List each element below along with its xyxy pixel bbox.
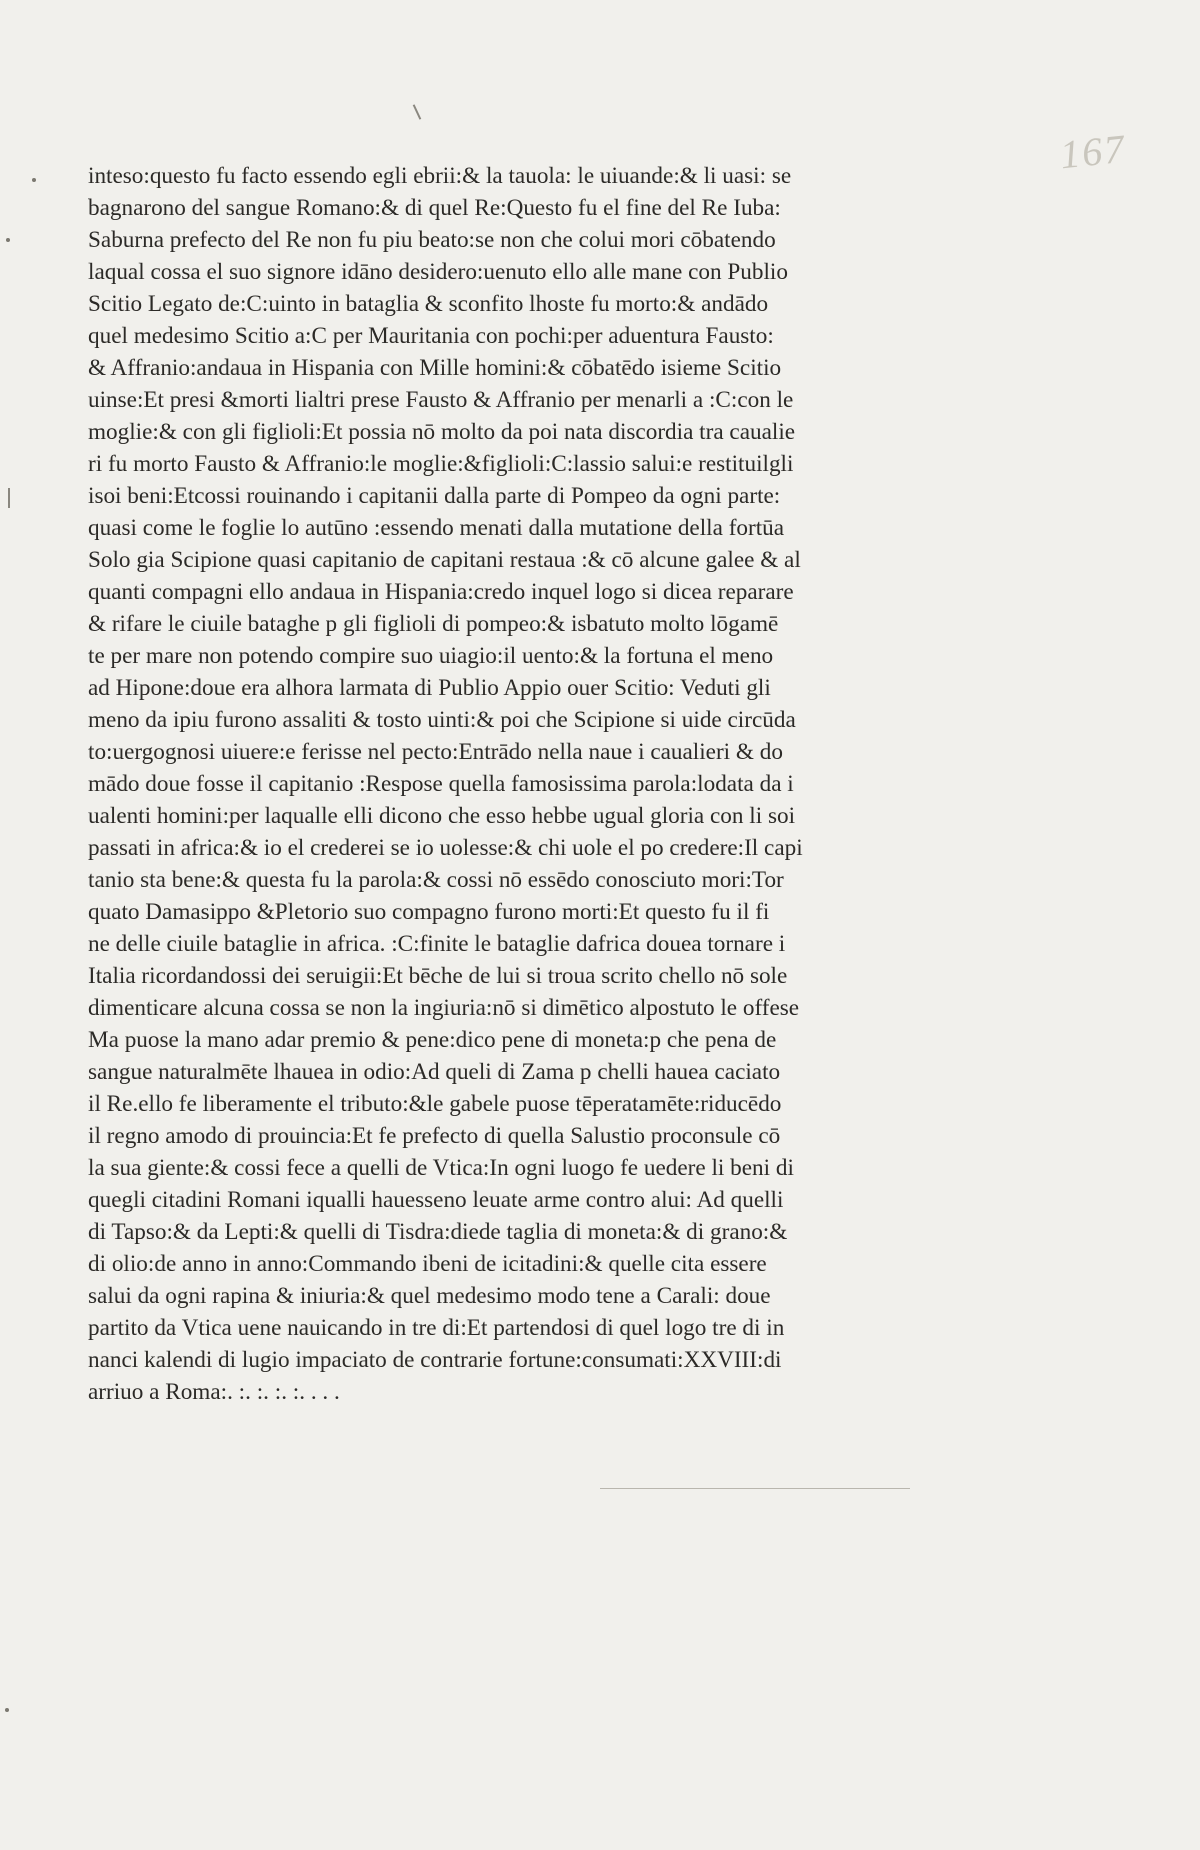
text-line: Solo gia Scipione quasi capitanio de capitani restaua :& cō alcune galee & al — [88, 547, 801, 573]
text-line: meno da ipiu furono assaliti & tosto uinti:& poi che Scipione si uide circūda — [88, 707, 796, 733]
folio-number: 167 — [1057, 125, 1129, 178]
text-line: quegli citadini Romani iqualli hauesseno leuate arme contro alui: Ad quelli — [88, 1187, 784, 1213]
text-line: dimenticare alcuna cossa se non la ingiuria:nō si dimētico alpostuto le offese — [88, 995, 800, 1021]
text-line: Saburna prefecto del Re non fu piu beato:se non che colui mori cōbatendo — [88, 227, 776, 253]
text-line: quanti compagni ello andaua in Hispania:credo inquel logo si dicea reparare — [88, 579, 794, 605]
text-line: la sua giente:& cossi fece a quelli de Vtica:In ogni luogo fe uedere li beni di — [88, 1155, 794, 1181]
text-line: il regno amodo di prouincia:Et fe prefecto di quella Salustio proconsule cō — [88, 1123, 781, 1149]
text-line: di Tapso:& da Lepti:& quelli di Tisdra:diede taglia di moneta:& di grano:& — [88, 1219, 788, 1245]
text-line: arriuo a Roma:. :. :. :. :. . . . — [88, 1379, 340, 1405]
top-tick — [413, 104, 422, 119]
text-line: di olio:de anno in anno:Commando ibeni de icitadini:& quelle cita essere — [88, 1251, 767, 1277]
text-line: isoi beni:Etcossi rouinando i capitanii dalla parte di Pompeo da ogni parte: — [88, 483, 781, 509]
margin-dot — [32, 178, 36, 182]
bottom-rule — [600, 1488, 910, 1489]
text-line: salui da ogni rapina & iniuria:& quel medesimo modo tene a Carali: doue — [88, 1283, 771, 1309]
text-line: partito da Vtica uene nauicando in tre di:Et partendosi di quel logo tre di in — [88, 1315, 785, 1341]
text-line: inteso:questo fu facto essendo egli ebrii:& la tauola: le uiuande:& li uasi: se — [88, 163, 792, 189]
text-line: Ma puose la mano adar premio & pene:dico pene di moneta:p che pena de — [88, 1027, 777, 1053]
text-line: uinse:Et presi &morti lialtri prese Fausto & Affranio per menarli a :C:con le — [88, 387, 794, 413]
text-line: quel medesimo Scitio a:C per Mauritania con pochi:per aduentura Fausto: — [88, 323, 774, 349]
text-line: tanio sta bene:& questa fu la parola:& cossi nō essēdo conosciuto mori:Tor — [88, 867, 784, 893]
text-line: ne delle ciuile bataglie in africa. :C:finite le bataglie dafrica douea tornare i — [88, 931, 786, 957]
text-line: bagnarono del sangue Romano:& di quel Re:Questo fu el fine del Re Iuba: — [88, 195, 781, 221]
text-line: ad Hipone:doue era alhora larmata di Publio Appio ouer Scitio: Veduti gli — [88, 675, 771, 701]
text-line: il Re.ello fe liberamente el tributo:&le gabele puose tēperatamēte:riducēdo — [88, 1091, 782, 1117]
text-line: sangue naturalmēte lhauea in odio:Ad queli di Zama p chelli hauea caciato — [88, 1059, 781, 1085]
text-line: & Affranio:andaua in Hispania con Mille homini:& cōbatēdo isieme Scitio — [88, 355, 782, 381]
text-block — [88, 160, 928, 1408]
text-line: laqual cossa el suo signore idāno desidero:uenuto ello alle mane con Publio — [88, 259, 788, 285]
text-line: & rifare le ciuile bataghe p gli figlioli di pompeo:& isbatuto molto lōgamē — [88, 611, 779, 637]
text-line: passati in africa:& io el crederei se io uolesse:& chi uole el po credere:Il capi — [88, 835, 803, 861]
text-line: mādo doue fosse il capitanio :Respose quella famosissima parola:lodata da i — [88, 771, 794, 797]
text-line: quasi come le foglie lo autūno :essendo menati dalla mutatione della fortūa — [88, 515, 785, 541]
margin-tick — [8, 488, 10, 508]
text-line: Scitio Legato de:C:uinto in bataglia & sconfito lhoste fu morto:& andādo — [88, 291, 769, 317]
text-line: ualenti homini:per laqualle elli dicono che esso hebbe ugual gloria con li soi — [88, 803, 796, 829]
text-line: ri fu morto Fausto & Affranio:le moglie:&figlioli:C:lassio salui:e restituilgli — [88, 451, 794, 477]
text-line: to:uergognosi uiuere:e ferisse nel pecto:Entrādo nella naue i caualieri & do — [88, 739, 783, 765]
margin-dot — [5, 1708, 9, 1712]
text-line: moglie:& con gli figlioli:Et possia nō molto da poi nata discordia tra caualie — [88, 419, 796, 445]
text-line: te per mare non potendo compire suo uiagio:il uento:& la fortuna el meno — [88, 643, 774, 669]
text-line: Italia ricordandossi dei seruigii:Et bēche de lui si troua scrito chello nō sole — [88, 963, 788, 989]
text-line: nanci kalendi di lugio impaciato de contrarie fortune:consumati:XXVIII:di — [88, 1347, 782, 1373]
text-line: quato Damasippo &Pletorio suo compagno furono morti:Et questo fu il fi — [88, 899, 770, 925]
margin-dot — [6, 238, 10, 242]
